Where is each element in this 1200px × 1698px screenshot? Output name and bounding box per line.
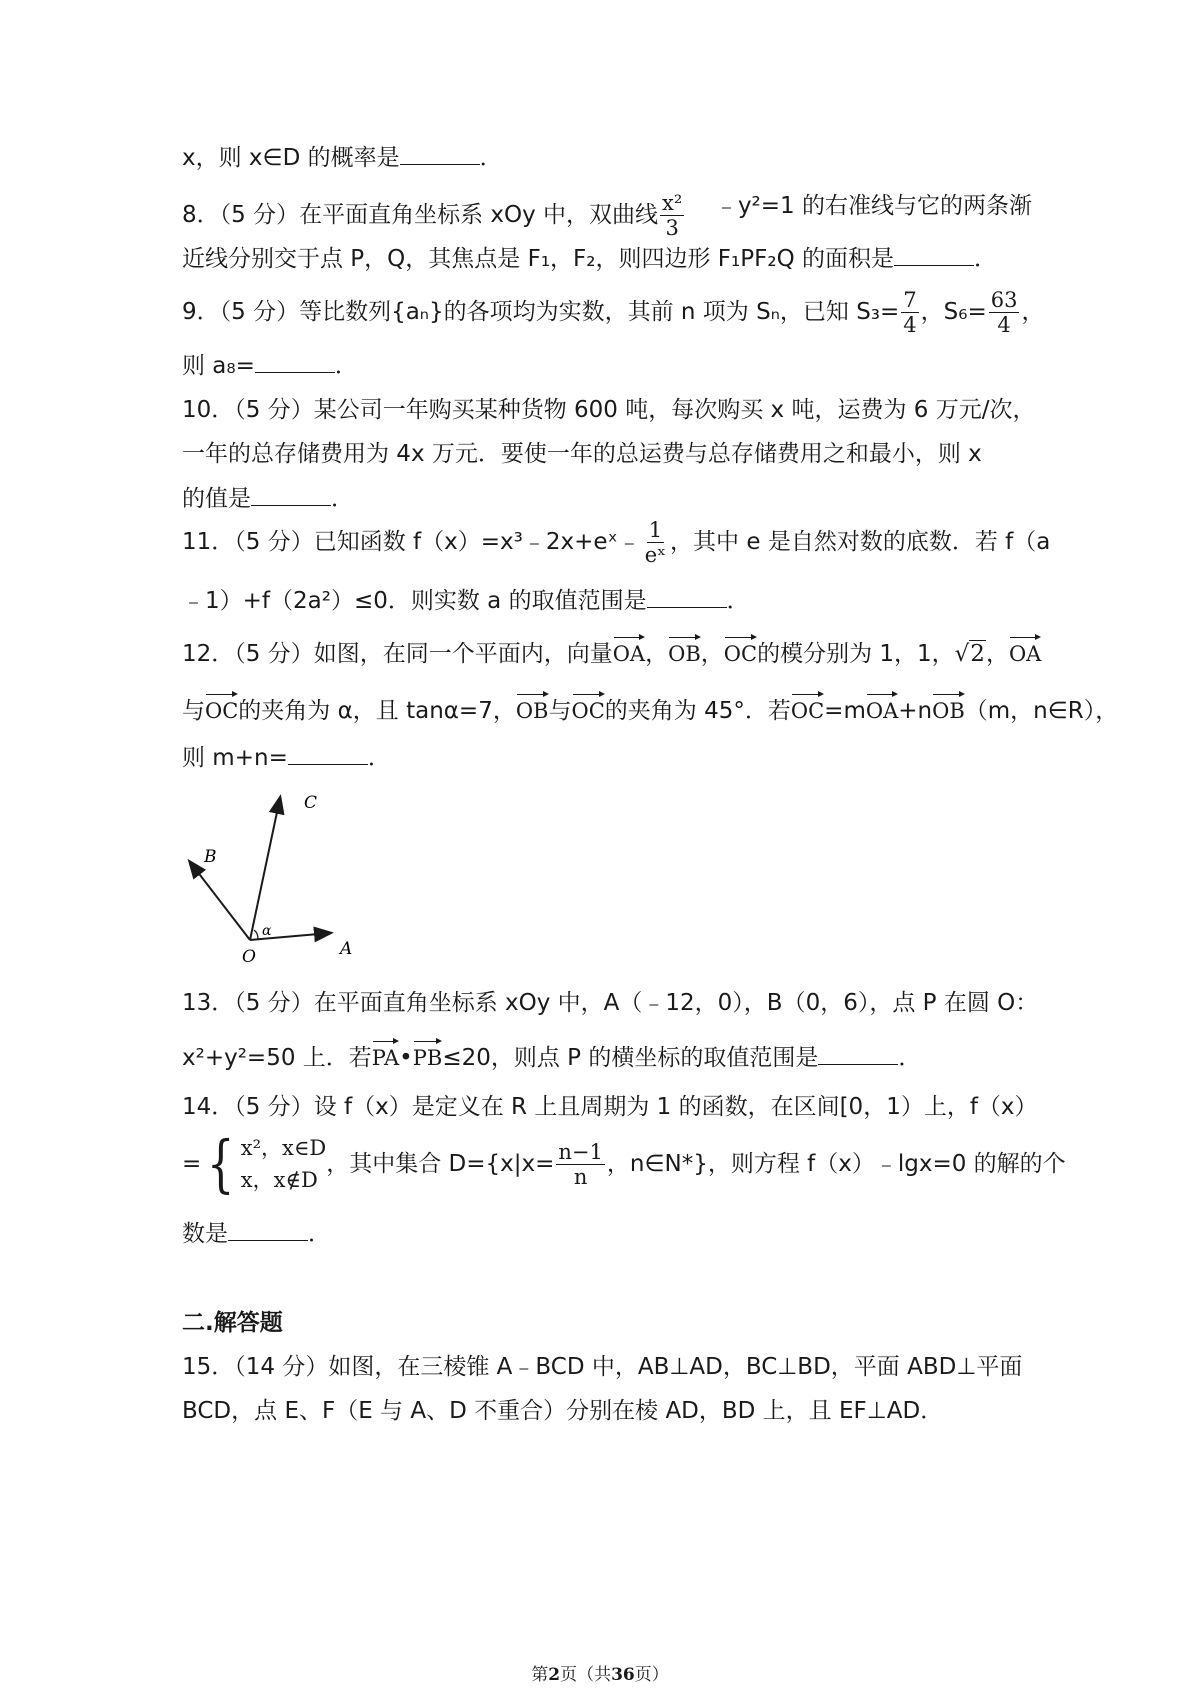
question-13: 13．（5 分）在平面直角坐标系 xOy 中，A（﹣12，0），B（0，6），点 P 在圆 O： — [182, 990, 1039, 1016]
vector-oa: OA — [866, 690, 898, 726]
label-a: A — [340, 939, 353, 959]
vector-oc: OC — [572, 690, 605, 726]
section-heading: 二.解答题 — [182, 1310, 283, 1336]
label-c: C — [304, 793, 318, 813]
angle-arc — [254, 930, 258, 939]
fraction: $\frac{7}{4}$ — [903, 288, 917, 337]
page-footer: 第2页（共36页） — [531, 1665, 669, 1685]
text-line: x，则 x∈D 的概率是 ． — [182, 142, 1032, 173]
answer-blank — [228, 1218, 308, 1241]
piecewise-brace: { — [207, 1127, 235, 1200]
text-line: ﹣1）+f（2a²）≤0．则实数 a 的取值范围是 ． — [182, 585, 1032, 616]
sqrt-2: √2 — [954, 641, 985, 667]
label-o: O — [242, 947, 256, 967]
vector-pa: PA — [372, 1037, 399, 1073]
answer-blank — [818, 1042, 898, 1065]
question-14: 14．（5 分）设 f（x）是定义在 R 上且周期为 1 的函数，在区间[0，1）上，f（x） — [182, 1094, 1038, 1120]
vector-oc: OC — [205, 690, 238, 726]
fraction: $\frac{63}{4}$ — [990, 288, 1018, 337]
text-line: 数是 ． — [182, 1218, 1032, 1249]
text-line: BCD，点 E、F（E 与 A、D 不重合）分别在棱 AD，BD 上，且 EF⊥AD． — [182, 1398, 944, 1424]
question-8: 8．（5 分）在平面直角坐标系 xOy 中，双曲线 $\frac{\text{x²}}{3}$ ﹣y²=1 的右准线与它的两条渐 — [182, 191, 1032, 240]
vector-oc: OC — [724, 633, 757, 669]
vector-ob: OB — [932, 690, 965, 726]
vector-oc-arrow — [250, 798, 280, 940]
text-line: = { x²，x∈D x，x∉D ，其中集合 D={x|x= $\frac{n-1}{n}$ ，n∈N*}，则方程 f（x）﹣lgx=0 的解的个 — [182, 1127, 1066, 1200]
label-alpha: α — [262, 923, 272, 939]
fraction: $\frac{1}{\text{eˣ}}$ — [644, 518, 667, 567]
text-line: 则 a₈= ． — [182, 350, 1032, 381]
text-line: 与OC的夹角为 α，且 tanα=7，OB与OC的夹角为 45°．若OC=mOA+nOB（m，n∈R）， — [182, 690, 1032, 726]
vector-oc: OC — [791, 690, 824, 726]
vector-ob-arrow — [190, 862, 250, 940]
answer-blank — [647, 585, 727, 608]
question-12: 12．（5 分）如图，在同一个平面内，向量OA，OB，OC的模分别为 1，1，√2，OA — [182, 633, 1032, 669]
answer-blank — [251, 483, 331, 506]
question-11: 11．（5 分）已知函数 f（x）=x³﹣2x+eˣ﹣ $\frac{1}{\text{eˣ}}$ ，其中 e 是自然对数的底数．若 f（a — [182, 518, 1051, 567]
text-line: 则 m+n= ． — [182, 742, 1032, 773]
text-line: 的值是 ． — [182, 483, 1032, 514]
question-9: 9．（5 分）等比数列{aₙ}的各项均为实数，其前 n 项为 Sₙ，已知 S₃= $\frac{7}{4}$ ，S₆= $\frac{63}{4}$ ， — [182, 288, 1045, 337]
answer-blank — [400, 142, 480, 165]
answer-blank — [255, 350, 335, 373]
vector-ob: OB — [516, 690, 549, 726]
vector-ob: OB — [668, 633, 701, 669]
fraction: $\frac{n-1}{n}$ — [558, 1139, 603, 1189]
question-10: 10．（5 分）某公司一年购买某种货物 600 吨，每次购买 x 吨，运费为 6 万元/次， — [182, 397, 1036, 423]
vector-figure — [182, 790, 422, 970]
fraction: $\frac{\text{x²}}{3}$ — [662, 191, 683, 240]
answer-blank — [894, 243, 974, 266]
vector-oa: OA — [613, 633, 645, 669]
question-15: 15．（14 分）如图，在三棱锥 A﹣BCD 中，AB⊥AD，BC⊥BD，平面 ABD⊥平面 — [182, 1354, 1023, 1380]
text-line: 一年的总存储费用为 4x 万元．要使一年的总运费与总存储费用之和最小，则 x — [182, 441, 982, 467]
piecewise-cases: x²，x∈D x，x∉D — [240, 1136, 327, 1192]
text-line: x²+y²=50 上．若PA•PB≤20，则点 P 的横坐标的取值范围是 ． — [182, 1037, 1032, 1073]
vector-pb: PB — [413, 1037, 443, 1073]
answer-blank — [288, 742, 368, 765]
label-b: B — [204, 847, 217, 867]
vector-oa: OA — [1009, 633, 1041, 669]
text-line: 近线分别交于点 P，Q，其焦点是 F₁，F₂，则四边形 F₁PF₂Q 的面积是 ． — [182, 243, 1032, 274]
